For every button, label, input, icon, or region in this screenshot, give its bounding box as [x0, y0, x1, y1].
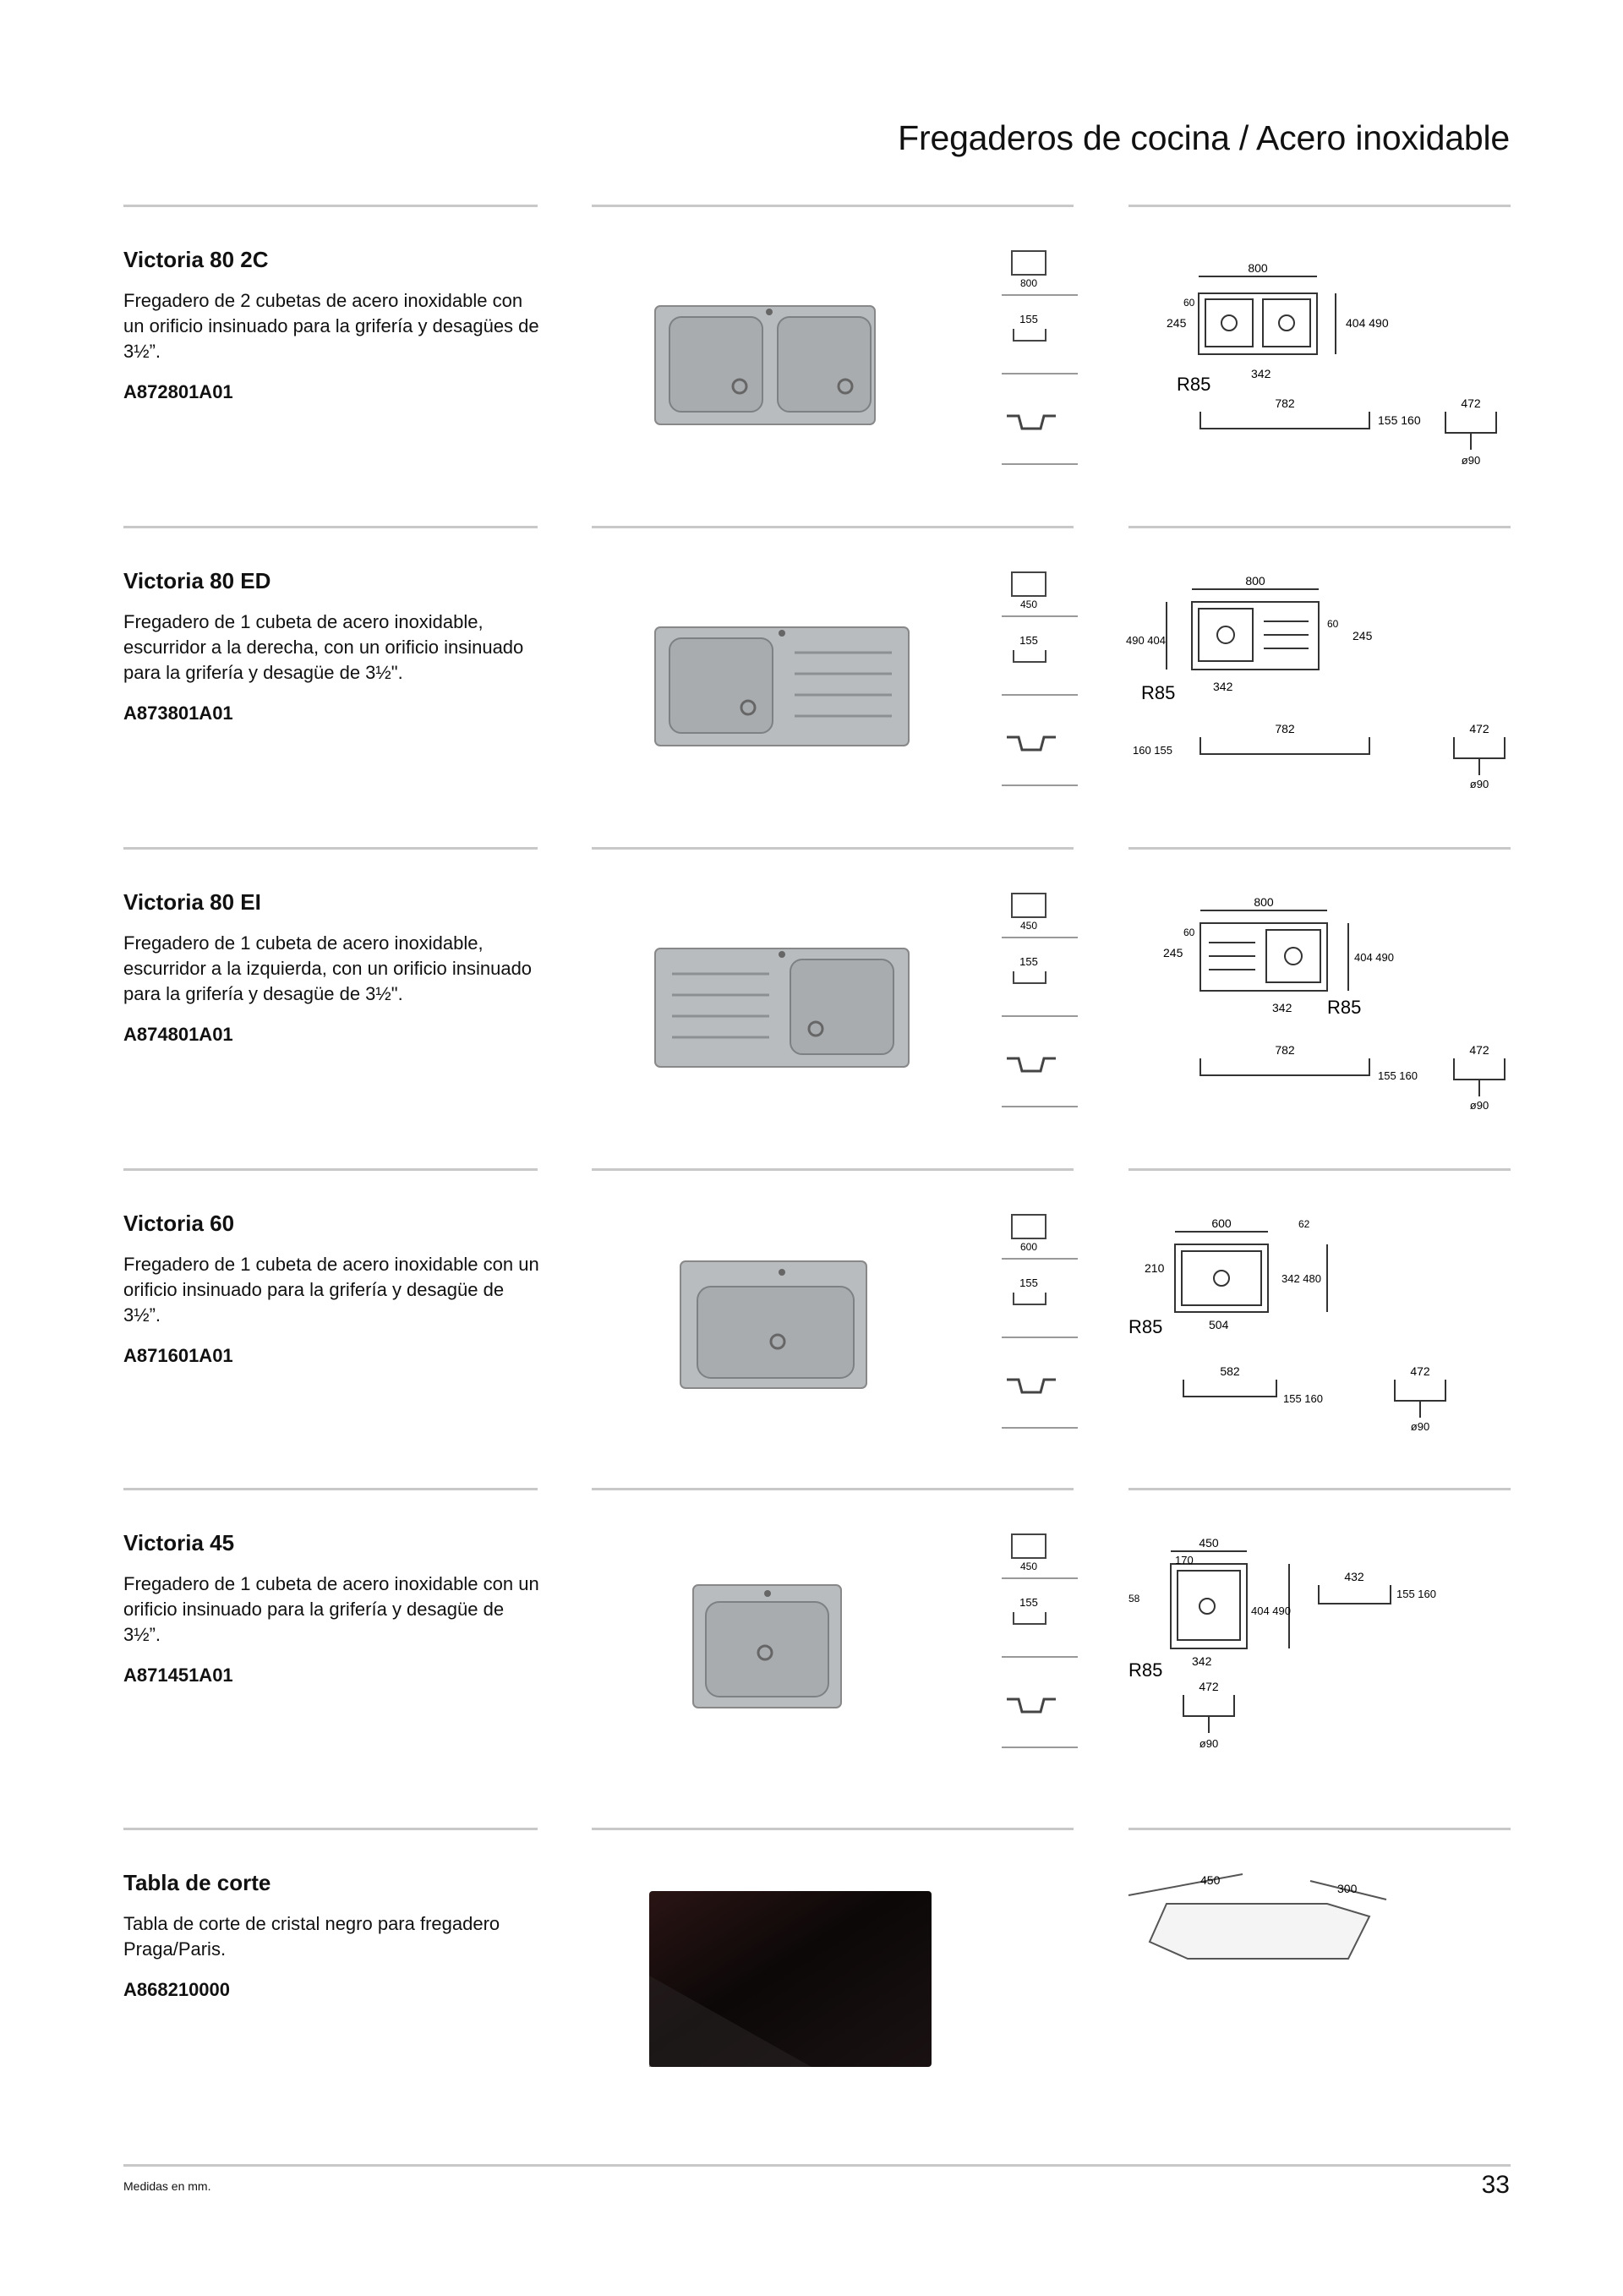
- divider: [1128, 1488, 1511, 1490]
- divider: [592, 205, 1074, 207]
- dim-top-width: 800: [1248, 261, 1268, 275]
- product-name: Victoria 60: [123, 1211, 235, 1236]
- divider: [592, 526, 1074, 528]
- dim-heights: 404 490: [1354, 951, 1394, 964]
- dim-section-depths: 155 160: [1378, 413, 1421, 427]
- sink-photo: [642, 1534, 930, 1712]
- dim-length: 450: [1200, 1873, 1221, 1887]
- product-code: A871451A01: [123, 1665, 233, 1686]
- dim-hole-offset: 60: [1183, 927, 1195, 938]
- dim-left-offset: 170: [1175, 1554, 1194, 1566]
- product-row: [0, 205, 1623, 526]
- product-info: [123, 568, 546, 724]
- mounting-icons: [1002, 885, 1078, 1122]
- product-row: [0, 1488, 1623, 1809]
- page-title: Fregaderos de cocina / Acero inoxidable: [898, 118, 1510, 157]
- dim-hole-offset: 62: [1298, 1218, 1310, 1230]
- cabinet-width-label: 450: [1019, 1561, 1038, 1572]
- dim-side-width: 472: [1199, 1680, 1219, 1693]
- dim-heights: 342 480: [1281, 1272, 1321, 1285]
- product-code: A872801A01: [123, 381, 233, 402]
- dim-bowl-width: 342: [1272, 1001, 1292, 1014]
- product-info: [123, 1870, 546, 2001]
- dim-bowl-width: 342: [1213, 680, 1233, 693]
- mounting-icons: [1002, 1526, 1078, 1763]
- dim-bottom-width: 782: [1275, 722, 1295, 735]
- dim-bottom-width: 782: [1275, 1043, 1295, 1057]
- mounting-icons: [1002, 243, 1078, 479]
- sink-photo: [642, 894, 930, 1071]
- cabinet-width-label: 800: [1019, 277, 1038, 289]
- dim-section-depths: 155 160: [1396, 1588, 1436, 1600]
- product-code: A868210000: [123, 1979, 231, 2000]
- dim-hole-offset: 60: [1183, 297, 1195, 309]
- dim-section-depths: 155 160: [1378, 1069, 1418, 1082]
- dim-radius: R85: [1327, 997, 1362, 1018]
- dim-drain: ø90: [1199, 1737, 1219, 1750]
- dim-bottom-width: 432: [1344, 1570, 1364, 1583]
- product-row: [0, 526, 1623, 847]
- product-description: Fregadero de 1 cubeta de acero inoxidable con un orificio insinuado para la grifería y desagüe de 3½”.: [123, 1573, 539, 1645]
- dim-heights: 490 404: [1126, 634, 1166, 647]
- product-name: Victoria 45: [123, 1530, 235, 1555]
- cutting-board-drawing: [1116, 1866, 1403, 1984]
- footer-note: Medidas en mm.: [123, 2179, 211, 2193]
- footer-divider: [123, 2164, 1511, 2167]
- divider: [592, 1488, 1074, 1490]
- dim-left-offset: 245: [1163, 946, 1183, 959]
- dim-top-width: 800: [1245, 574, 1265, 588]
- depth-label: 155: [1019, 1276, 1038, 1289]
- dim-bottom-width: 782: [1275, 396, 1295, 410]
- technical-drawing: [1124, 885, 1513, 1130]
- dim-radius: R85: [1177, 374, 1211, 395]
- mounting-icons: [1002, 564, 1078, 801]
- product-info: [123, 1211, 546, 1367]
- product-name: Victoria 80 2C: [123, 247, 269, 272]
- divider: [123, 205, 538, 207]
- page-number: 33: [1481, 2171, 1510, 2199]
- dim-radius: R85: [1128, 1659, 1163, 1681]
- sink-photo: [642, 251, 930, 429]
- product-description: Tabla de corte de cristal negro para fregadero Praga/Paris.: [123, 1913, 500, 1960]
- dim-bowl-width: 342: [1192, 1654, 1212, 1668]
- technical-drawing: [1124, 1526, 1513, 1771]
- cabinet-width-label: 600: [1019, 1241, 1038, 1253]
- dim-top-width: 600: [1211, 1216, 1232, 1230]
- product-code: A874801A01: [123, 1024, 233, 1045]
- product-code: A871601A01: [123, 1345, 233, 1366]
- dim-drain: ø90: [1469, 778, 1489, 790]
- dim-left-offset: 210: [1145, 1261, 1165, 1275]
- dim-hole-offset: 60: [1327, 618, 1339, 630]
- product-info: [123, 889, 546, 1046]
- dim-bowl-width: 342: [1251, 367, 1271, 380]
- dim-side-width: 472: [1469, 1043, 1489, 1057]
- product-name: Victoria 80 ED: [123, 568, 271, 593]
- accessory-row: [0, 1828, 1623, 2149]
- product-row: [0, 1168, 1623, 1490]
- product-code: A873801A01: [123, 702, 233, 724]
- dim-radius: R85: [1128, 1316, 1163, 1337]
- dim-left-offset: 245: [1167, 316, 1187, 330]
- dim-section-depths: 160 155: [1133, 744, 1172, 757]
- product-info: [123, 1530, 546, 1686]
- divider: [123, 847, 538, 850]
- sink-photo: [642, 1215, 930, 1392]
- dim-side-width: 472: [1461, 396, 1481, 410]
- dim-heights: 404 490: [1346, 316, 1389, 330]
- divider: [1128, 847, 1511, 850]
- depth-label: 155: [1019, 955, 1038, 968]
- cabinet-width-label: 450: [1019, 599, 1038, 610]
- depth-label: 155: [1019, 1596, 1038, 1609]
- product-description: Fregadero de 2 cubetas de acero inoxidable con un orificio insinuado para la grifería y desagües de 3½”.: [123, 290, 539, 362]
- divider: [1128, 526, 1511, 528]
- divider: [592, 1828, 1074, 1830]
- dim-radius: R85: [1141, 682, 1176, 703]
- mounting-icons: [1002, 1206, 1078, 1443]
- divider: [123, 1828, 538, 1830]
- dim-section-depths: 155 160: [1283, 1392, 1323, 1405]
- product-description: Fregadero de 1 cubeta de acero inoxidable con un orificio insinuado para la grifería y desagüe de 3½”.: [123, 1254, 539, 1326]
- dim-bowl-width: 504: [1209, 1318, 1229, 1331]
- divider: [123, 1488, 538, 1490]
- dim-side-width: 472: [1469, 722, 1489, 735]
- divider: [1128, 1168, 1511, 1171]
- dim-bottom-width: 582: [1220, 1364, 1240, 1378]
- dim-drain: ø90: [1469, 1099, 1489, 1112]
- dim-top-width: 800: [1254, 895, 1274, 909]
- dim-drain: ø90: [1410, 1420, 1430, 1433]
- product-description: Fregadero de 1 cubeta de acero inoxidable, escurridor a la derecha, con un orificio insinuado para la grifería y desagüe de 3½".: [123, 611, 524, 683]
- product-description: Fregadero de 1 cubeta de acero inoxidable, escurridor a la izquierda, con un orificio insinuado para la grifería y desagüe de 3½".: [123, 932, 533, 1004]
- dim-side-width: 472: [1410, 1364, 1430, 1378]
- dim-heights: 404 490: [1251, 1604, 1291, 1617]
- depth-label: 155: [1019, 634, 1038, 647]
- cutting-board-photo: [642, 1874, 938, 2102]
- cabinet-width-label: 450: [1019, 920, 1038, 932]
- divider: [592, 1168, 1074, 1171]
- product-info: [123, 247, 546, 403]
- divider: [1128, 205, 1511, 207]
- dim-hole-offset: 58: [1128, 1593, 1140, 1604]
- dim-drain: ø90: [1461, 454, 1481, 467]
- product-name: Victoria 80 EI: [123, 889, 261, 915]
- depth-label: 155: [1019, 313, 1038, 325]
- dim-width: 300: [1337, 1882, 1358, 1895]
- technical-drawing: [1124, 564, 1513, 809]
- divider: [123, 526, 538, 528]
- sink-photo: [642, 572, 930, 750]
- dim-left-offset: 245: [1352, 629, 1373, 642]
- product-name: Tabla de corte: [123, 1870, 271, 1895]
- divider: [123, 1168, 538, 1171]
- divider: [1128, 1828, 1511, 1830]
- divider: [592, 847, 1074, 850]
- dim-top-width: 450: [1199, 1536, 1219, 1550]
- technical-drawing: [1124, 243, 1513, 488]
- product-row: [0, 847, 1623, 1168]
- technical-drawing: [1124, 1206, 1513, 1451]
